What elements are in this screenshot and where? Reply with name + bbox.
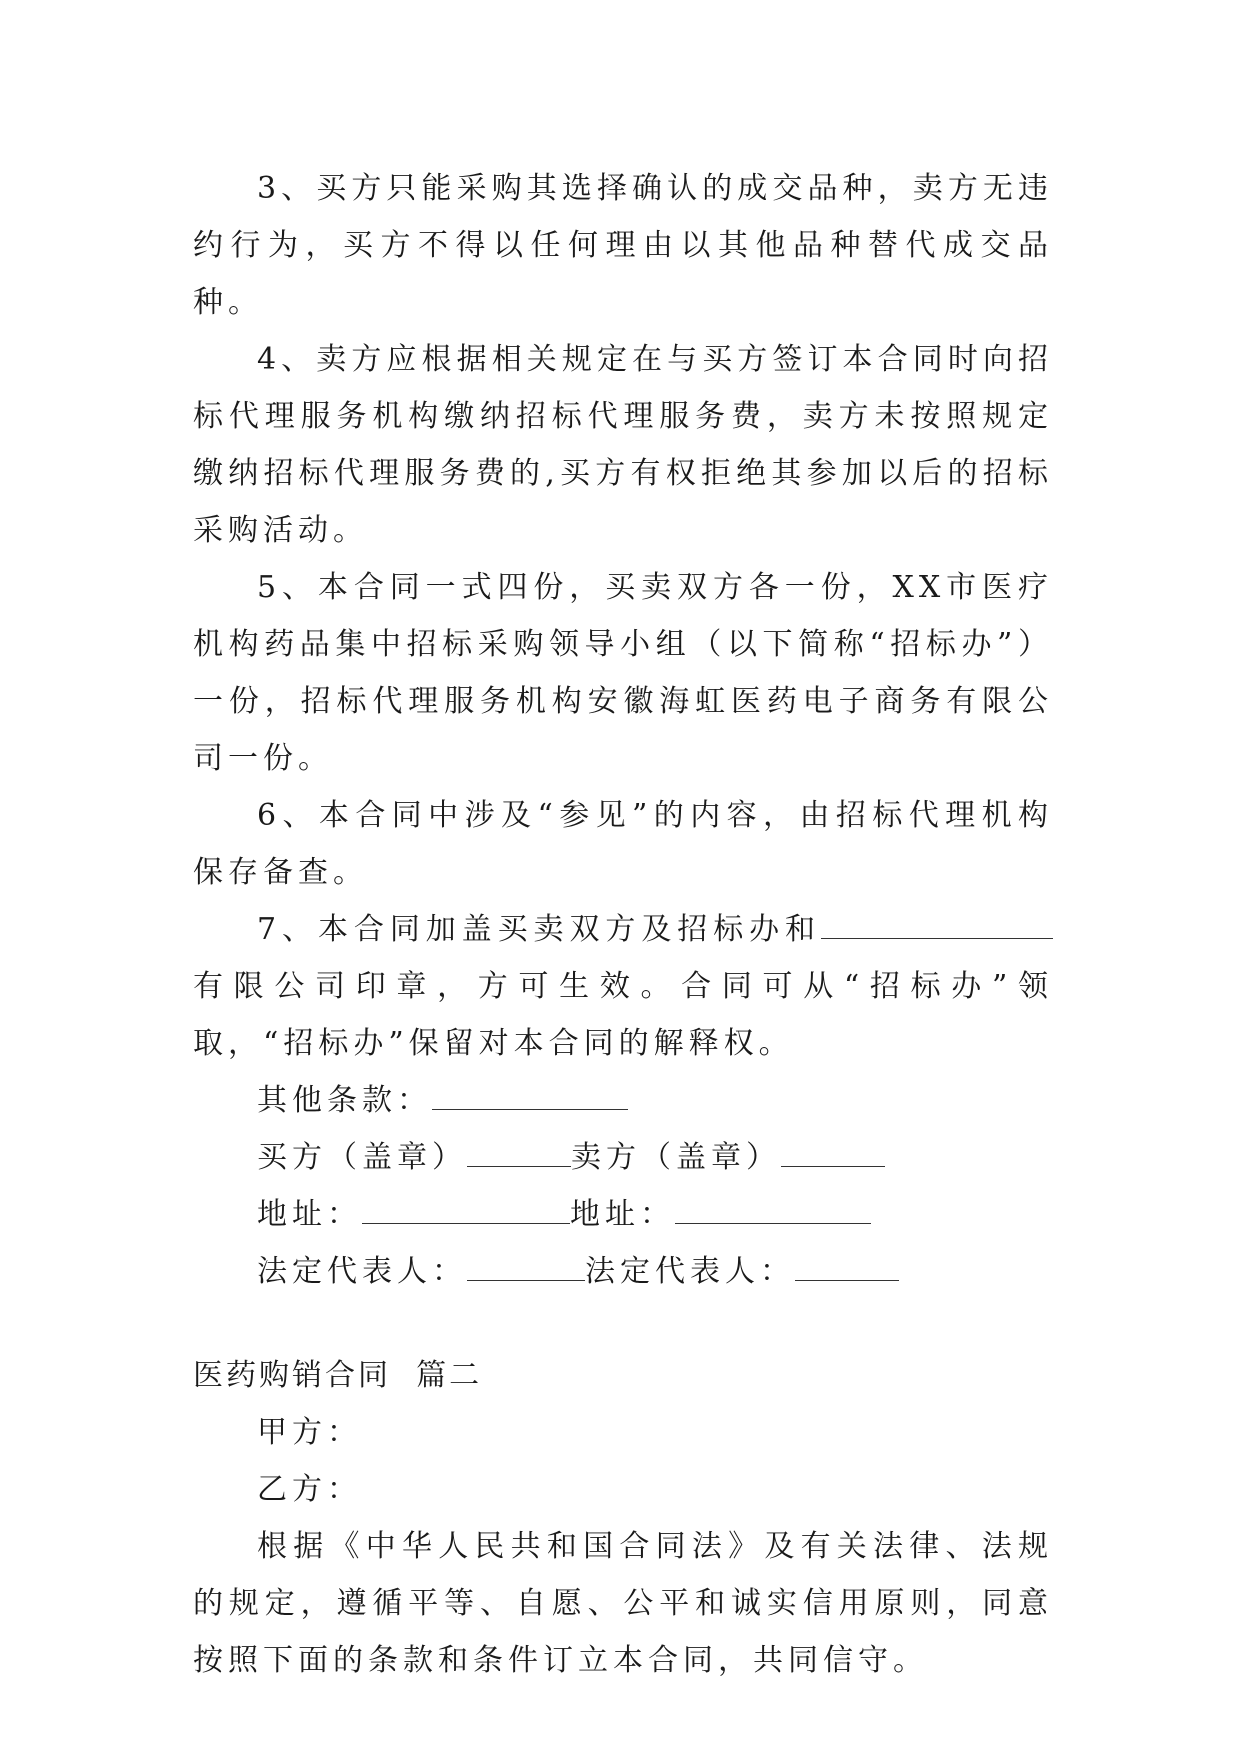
buyer-seal-blank: [467, 1136, 571, 1167]
clause-6: 6、本合同中涉及“参见”的内容，由招标代理机构保存备查。: [193, 798, 1053, 890]
party-b-label: 乙方：: [257, 1472, 362, 1507]
clause-7: [193, 901, 1053, 1072]
part-two-preamble: 根据《中华人民共和国合同法》及有关法律、法规的规定，遵循平等、自愿、公平和诚实信用原则，同意按照下面的条款和条件订立本合同，共同信守。: [193, 1529, 1053, 1678]
seller-legal-rep-blank: [795, 1250, 899, 1281]
buyer-legal-rep-blank: [467, 1250, 585, 1281]
seller-seal-blank: [781, 1136, 885, 1167]
address-row: [257, 1186, 1053, 1243]
other-terms-blank: [432, 1079, 628, 1110]
buyer-legal-rep-label: 法定代表人：: [257, 1254, 467, 1289]
seller-legal-rep-label: 法定代表人：: [585, 1254, 795, 1289]
party-a-label: 甲方：: [257, 1415, 362, 1450]
clause-7-lead: 7、本合同加盖买卖双方及招标办和: [257, 912, 821, 947]
seller-address-blank: [675, 1193, 871, 1224]
seller-seal-label: 卖方（盖章）: [571, 1140, 781, 1175]
buyer-address-blank: [362, 1193, 570, 1224]
document-body: [193, 160, 1053, 1689]
other-terms-label: 其他条款：: [257, 1083, 432, 1118]
clause-7-tail: 有限公司印章，方可生效。合同可从“招标办”领取，“招标办”保留对本合同的解释权。: [193, 969, 1053, 1061]
part-two-title: 医药购销合同 篇二: [193, 1358, 483, 1393]
legal-rep-row: [257, 1243, 1053, 1300]
seal-row: [257, 1129, 1053, 1186]
company-name-blank: [821, 908, 1053, 939]
clause-3: 3、买方只能采购其选择确认的成交品种，卖方无违约行为，买方不得以任何理由以其他品种替代成交品种。: [193, 171, 1053, 320]
other-terms-row: [257, 1072, 1053, 1129]
clause-4: 4、卖方应根据相关规定在与买方签订本合同时向招标代理服务机构缴纳招标代理服务费，卖方未按照规定缴纳招标代理服务费的,买方有权拒绝其参加以后的招标采购活动。: [193, 342, 1053, 548]
clause-5: 5、本合同一式四份，买卖双方各一份，XX市医疗机构药品集中招标采购领导小组（以下简称“招标办”）一份，招标代理服务机构安徽海虹医药电子商务有限公司一份。: [193, 570, 1053, 776]
section-gap: [193, 1300, 1053, 1347]
buyer-address-label: 地址：: [257, 1197, 362, 1232]
buyer-seal-label: 买方（盖章）: [257, 1140, 467, 1175]
seller-address-label: 地址：: [570, 1197, 675, 1232]
